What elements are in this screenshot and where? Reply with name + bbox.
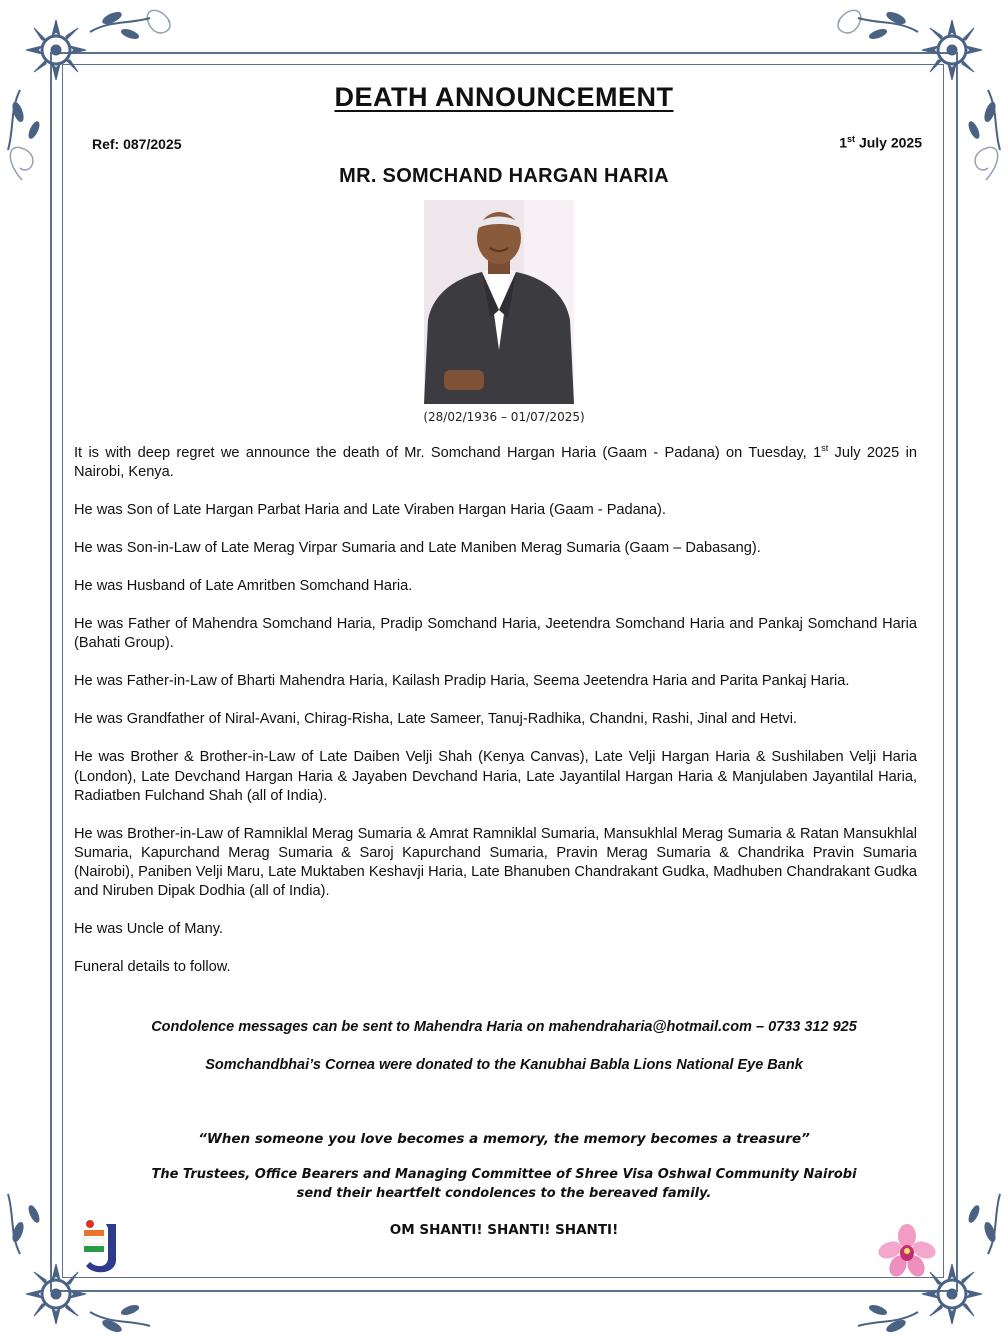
announcement-date: 1st July 2025 — [839, 134, 922, 151]
reference-number: Ref: 087/2025 — [92, 136, 182, 152]
paragraph-siblings: He was Brother & Brother-in-Law of Late Daiben Velji Shah (Kenya Canvas), Late Velji Hargan Haria & Sushilaben Velji Haria (London), Late Devchand Hargan Haria & Jayaben Devchand Haria, Late Jayantilal Hargan Haria & Manjulaben Jayantilal Haria, Radiatben Fulchand Shah (all of India). — [74, 749, 917, 804]
paragraph-brothers-in-law: He was Brother-in-Law of Ramniklal Merag Sumaria & Amrat Ramniklal Sumaria, Mansukhlal Merag Sumaria & Ratan Mansukhlal Sumaria, Kapurchand Merag Sumaria & Saroj Kapurchand Sumaria, Pravin Merag Sumaria & Chandrika Pravin Sumaria (Nairobi), Paniben Velji Maru, Late Muktaben Keshavji Haria, Late Bhanuben Chandrakant Gudka, Madhuben Chandrakant Gudka and Niruben Dipak Dodhia (all of India). — [74, 825, 917, 900]
paragraph-in-laws: He was Son-in-Law of Late Merag Virpar Sumaria and Late Maniben Merag Sumaria (Gaam – Dabasang). — [74, 540, 761, 557]
paragraph-announcement: It is with deep regret we announce the death of Mr. Somchand Hargan Haria (Gaam - Padana) on Tuesday, 1st July 2025 in Nairobi, Kenya. — [74, 443, 917, 481]
paragraph-children-in-law: He was Father-in-Law of Bharti Mahendra Haria, Kailash Pradip Haria, Seema Jeetendra Haria and Parita Pankaj Haria. — [74, 673, 850, 690]
paragraph-grandchildren: He was Grandfather of Niral-Avani, Chirag-Risha, Late Sameer, Tanuj-Radhika, Chandni, Rashi, Jinal and Hetvi. — [74, 711, 798, 728]
page-title: DEATH ANNOUNCEMENT — [334, 82, 674, 112]
om-shanti-line: OM SHANTI! SHANTI! SHANTI! — [389, 1222, 619, 1238]
deceased-name: MR. SOMCHAND HARGAN HARIA — [339, 165, 669, 187]
paragraph-uncle: He was Uncle of Many. — [74, 921, 223, 938]
condolence-contact: Condolence messages can be sent to Mahendra Haria on mahendraharia@hotmail.com – 0733 312 925 — [151, 1019, 857, 1035]
memorial-quote: “When someone you love becomes a memory, the memory becomes a treasure” — [198, 1131, 810, 1147]
portrait-figure-icon — [424, 200, 574, 404]
paragraph-children: He was Father of Mahendra Somchand Haria, Pradip Somchand Haria, Jeetendra Somchand Haria and Pankaj Somchand Haria (Bahati Group). — [74, 616, 917, 652]
portrait-photo — [424, 200, 574, 404]
trustees-condolence — [0, 1165, 1008, 1203]
life-dates: (28/02/1936 – 01/07/2025) — [423, 410, 585, 424]
paragraph-parents: He was Son of Late Hargan Parbat Haria and Late Viraben Hargan Haria (Gaam - Padana). — [74, 502, 666, 519]
announcement-body — [74, 444, 917, 996]
trustees-line-2: send their heartfelt condolences to the bereaved family. — [296, 1186, 712, 1201]
cornea-donation-note: Somchandbhai’s Cornea were donated to the Kanubhai Babla Lions National Eye Bank — [205, 1057, 803, 1073]
paragraph-spouse: He was Husband of Late Amritben Somchand Haria. — [74, 578, 413, 595]
pink-orchid-icon — [878, 1224, 936, 1278]
community-logo-icon — [80, 1216, 122, 1278]
paragraph-funeral: Funeral details to follow. — [74, 959, 231, 976]
trustees-line-1: The Trustees, Office Bearers and Managing Committee of Shree Visa Oshwal Community Nairobi — [151, 1167, 857, 1182]
